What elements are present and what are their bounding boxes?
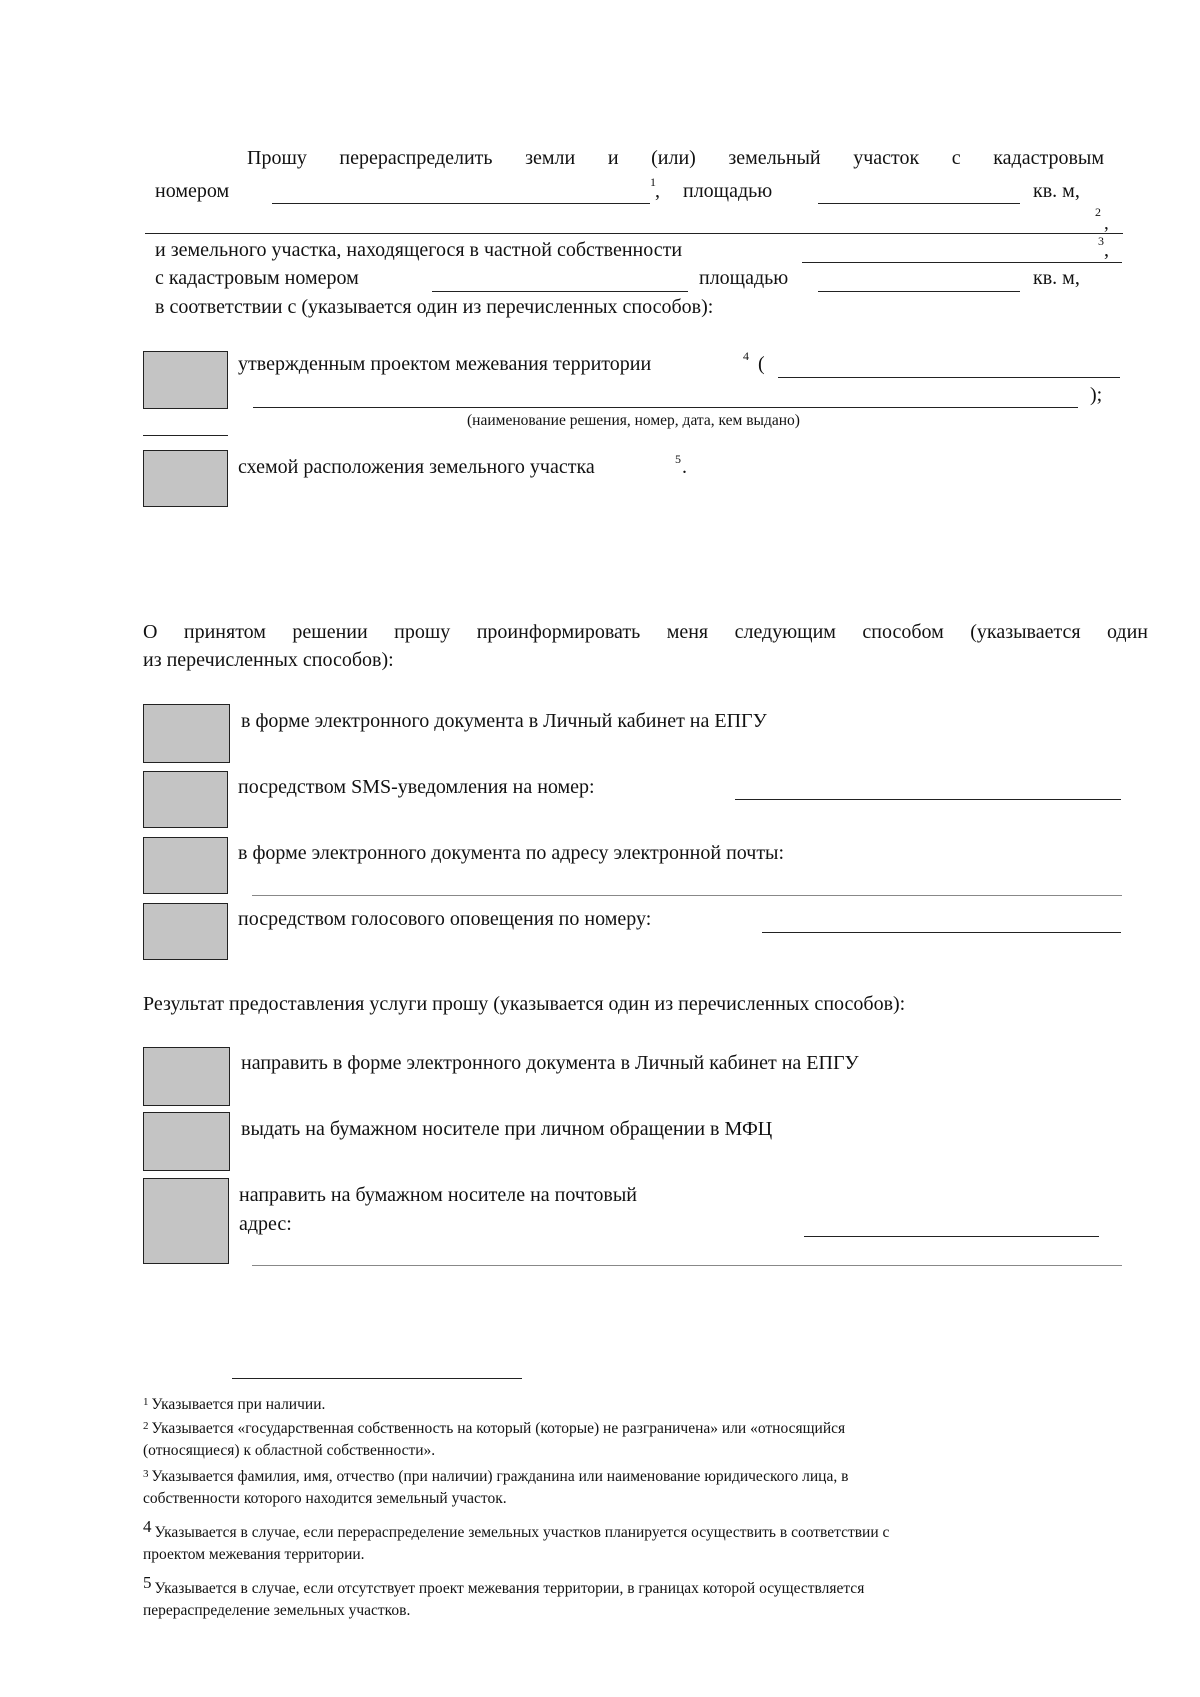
notify-email-checkbox[interactable] xyxy=(143,837,228,894)
area-field-2[interactable] xyxy=(818,291,1020,292)
result-mail-label: направить на бумажном носителе на почтовый xyxy=(239,1184,637,1206)
divider xyxy=(143,435,228,436)
footnote-text: Указывается в случае, если перераспределение земельных участков планируется осуществить в соответствии с xyxy=(154,1524,890,1541)
footnote-ref-4: 4 xyxy=(743,349,749,363)
sq-m-label-2: кв. м, xyxy=(1033,267,1080,289)
footnote-text: Указывается фамилия, имя, отчество (при наличии) гражданина или наименование юридического лица, в xyxy=(151,1468,849,1485)
postal-address-field-2[interactable] xyxy=(252,1265,1122,1266)
footnote-4-cont: проектом межевания территории. xyxy=(143,1546,365,1563)
private-plot-label: и земельного участка, находящегося в частной собственности xyxy=(155,239,683,261)
cadastral-number-label-2: с кадастровым номером xyxy=(155,267,359,289)
footnote-text: Указывается в случае, если отсутствует проект межевания территории, в границах которой осуществляется xyxy=(154,1580,865,1597)
footnote-2 xyxy=(143,1417,845,1438)
footnote-ref-3: 3 xyxy=(1098,234,1104,248)
postal-address-field[interactable] xyxy=(804,1236,1099,1237)
notify-email-label: в форме электронного документа по адресу электронной почты: xyxy=(238,842,785,864)
footnote-ref-5: 5 xyxy=(675,452,681,466)
footnote-ref-2: 2 xyxy=(1095,205,1101,219)
scheme-checkbox[interactable] xyxy=(143,450,228,507)
result-mail-label-line2: адрес: xyxy=(239,1213,292,1235)
footnote-text: Указывается при наличии. xyxy=(151,1396,326,1413)
area-field[interactable] xyxy=(818,203,1020,204)
close-paren: ); xyxy=(1090,384,1103,406)
sq-m-label: кв. м, xyxy=(1033,180,1080,202)
notify-sms-checkbox[interactable] xyxy=(143,771,228,828)
email-field[interactable] xyxy=(252,895,1122,896)
notify-heading: О принятом решении прошу проинформировать меня следующим способом (указывается один xyxy=(143,621,1148,643)
open-paren: ( xyxy=(758,353,765,375)
accordance-label: в соответствии с (указывается один из перечисленных способов): xyxy=(155,296,714,318)
footnote-ref-1: 1 xyxy=(650,175,656,189)
cadastral-number-label: номером xyxy=(155,180,230,202)
land-category-field[interactable] xyxy=(145,233,1123,234)
result-epgu-checkbox[interactable] xyxy=(143,1047,230,1106)
footnote-text: Указывается «государственная собственность на который (которые) не разграничена» или «относящийся xyxy=(151,1420,846,1437)
footnote-3 xyxy=(143,1465,848,1486)
footnote-number: 2 xyxy=(143,1420,149,1432)
cadastral-number-field-2[interactable] xyxy=(432,291,688,292)
notify-voice-checkbox[interactable] xyxy=(143,903,228,960)
notify-voice-label: посредством голосового оповещения по номеру: xyxy=(238,908,652,930)
comma: , xyxy=(655,180,660,202)
result-heading: Результат предоставления услуги прошу (указывается один из перечисленных способов): xyxy=(143,993,906,1015)
project-checkbox[interactable] xyxy=(143,351,228,409)
footnote-2-cont: (относящиеся) к областной собственности». xyxy=(143,1442,436,1459)
footnote-5 xyxy=(143,1573,864,1598)
project-option-label: утвержденным проектом межевания территории xyxy=(238,353,652,375)
comma: , xyxy=(1104,213,1109,234)
period: . xyxy=(682,456,687,478)
footnote-number: 1 xyxy=(143,1396,149,1408)
notify-epgu-label: в форме электронного документа в Личный кабинет на ЕПГУ xyxy=(241,710,767,732)
owner-field[interactable] xyxy=(802,262,1122,263)
footnote-number: 4 xyxy=(143,1517,152,1536)
sms-phone-field[interactable] xyxy=(735,799,1121,800)
notify-epgu-checkbox[interactable] xyxy=(143,704,230,763)
scheme-option-label: схемой расположения земельного участка xyxy=(238,456,595,478)
comma: , xyxy=(1104,239,1109,261)
notify-heading-line2: из перечисленных способов): xyxy=(143,649,394,671)
footnote-separator xyxy=(232,1378,522,1379)
footnote-5-cont: перераспределение земельных участков. xyxy=(143,1602,411,1619)
area-label: площадью xyxy=(683,180,773,202)
footnote-3-cont: собственности которого находится земельный участок. xyxy=(143,1490,507,1507)
request-intro-text: Прошу перераспределить земли и (или) земельный участок с кадастровым xyxy=(247,147,1104,169)
footnote-number: 5 xyxy=(143,1573,152,1592)
result-mfc-checkbox[interactable] xyxy=(143,1112,230,1171)
footnote-4 xyxy=(143,1517,889,1542)
footnote-1 xyxy=(143,1393,325,1414)
notify-sms-label: посредством SMS-уведомления на номер: xyxy=(238,776,595,798)
project-hint: (наименование решения, номер, дата, кем выдано) xyxy=(467,412,800,429)
footnote-number: 3 xyxy=(143,1468,149,1480)
cadastral-number-field[interactable] xyxy=(272,203,650,204)
project-decision-field[interactable] xyxy=(778,377,1120,378)
result-mail-checkbox[interactable] xyxy=(143,1178,229,1264)
voice-phone-field[interactable] xyxy=(762,932,1121,933)
area-label-2: площадью xyxy=(699,267,789,289)
result-mfc-label: выдать на бумажном носителе при личном обращении в МФЦ xyxy=(241,1118,773,1140)
result-epgu-label: направить в форме электронного документа в Личный кабинет на ЕПГУ xyxy=(241,1052,859,1074)
project-decision-field-2[interactable] xyxy=(253,407,1078,408)
